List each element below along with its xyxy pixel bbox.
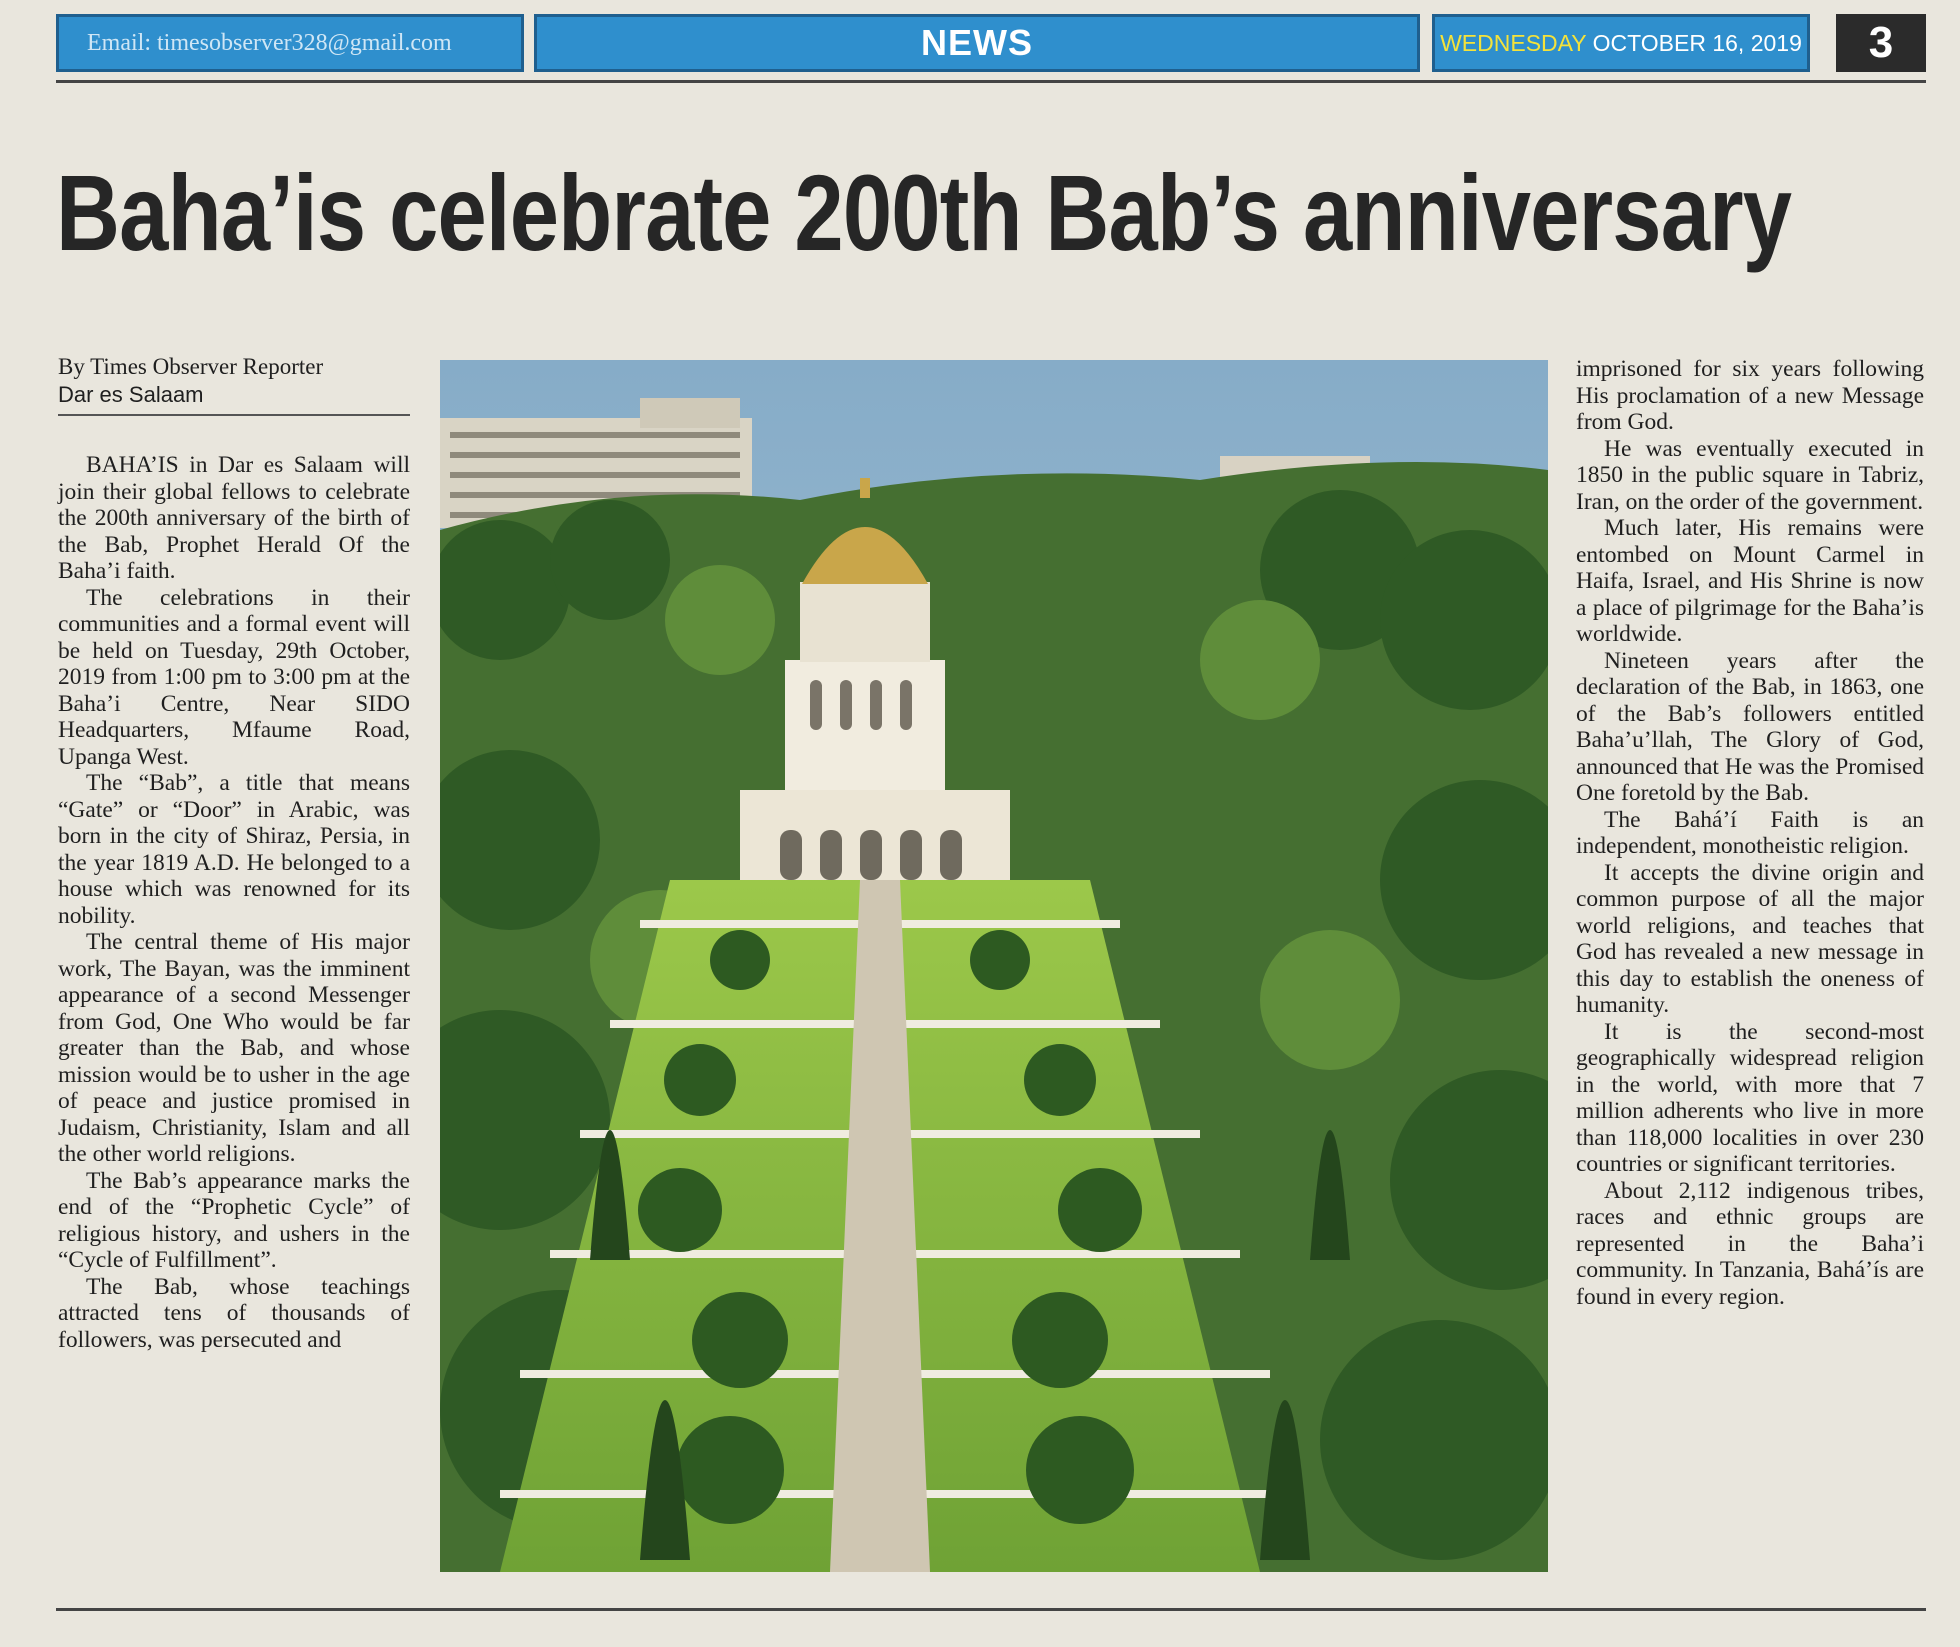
- date-day: WEDNESDAY: [1440, 29, 1587, 56]
- paragraph: It is the second-most geographically widespread religion in the world, with more that 7 million adherents who live in more than 118,000 localities in over 230 countries or significant territories.: [1576, 1018, 1924, 1177]
- paragraph: The Bahá’í Faith is an independent, monotheistic religion.: [1576, 806, 1924, 859]
- paragraph: BAHA’IS in Dar es Salaam will join their global fellows to celebrate the 200th anniversary of the birth of the Bab, Prophet Herald Of the Baha’i faith.: [58, 452, 410, 584]
- article-column-right: [1576, 356, 1924, 1310]
- paragraph: The celebrations in their communities and a formal event will be held on Tuesday, 29th October, 2019 from 1:00 pm to 3:00 pm at the Baha’i Centre, Near SIDO Headquarters, Mfaume Road, Upanga West.: [58, 584, 410, 770]
- section-label: NEWS: [921, 22, 1033, 63]
- header-section-bar: [534, 14, 1420, 72]
- byline-author: By Times Observer Reporter: [58, 354, 324, 379]
- shrine-gardens-illustration: [440, 360, 1548, 1572]
- byline-divider: [58, 414, 410, 416]
- bottom-divider: [56, 1608, 1926, 1611]
- paragraph: He was eventually executed in 1850 in the public square in Tabriz, Iran, on the order of the government.: [1576, 435, 1924, 515]
- paragraph: The Bab, whose teachings attracted tens of thousands of followers, was persecuted and: [58, 1273, 410, 1353]
- paragraph: imprisoned for six years following His proclamation of a new Message from God.: [1576, 356, 1924, 435]
- header-email[interactable]: Email: timesobserver328@gmail.com: [87, 29, 452, 56]
- article-column-left: [58, 452, 410, 1353]
- paragraph: The “Bab”, a title that means “Gate” or “Door” in Arabic, was born in the city of Shiraz, Persia, in the year 1819 A.D. He belonged to a house which was renowned for its nobility.: [58, 770, 410, 929]
- byline-location: Dar es Salaam: [58, 382, 204, 407]
- top-divider: [56, 80, 1926, 83]
- paragraph: The central theme of His major work, The Bayan, was the imminent appearance of a second Messenger from God, One Who would be far greater than the Bab, and whose mission would be to usher in the age of peace and justice promised in Judaism, Christianity, Islam and all the other world religions.: [58, 929, 410, 1167]
- paragraph: About 2,112 indigenous tribes, races and ethnic groups are represented in the Baha’i community. In Tanzania, Bahá’ís are found in every region.: [1576, 1177, 1924, 1310]
- paragraph: The Bab’s appearance marks the end of the “Prophetic Cycle” of religious history, and ushers in the “Cycle of Fulfillment”.: [58, 1167, 410, 1273]
- date-rest: OCTOBER 16, 2019: [1592, 29, 1802, 56]
- header-email-bar: [56, 14, 524, 72]
- paragraph: Much later, His remains were entombed on Mount Carmel in Haifa, Israel, and His Shrine is now a place of pilgrimage for the Baha’is worldwide.: [1576, 515, 1924, 647]
- paragraph: It accepts the divine origin and common purpose of all the major world religions, and teaches that God has revealed a new message in this day to establish the oneness of humanity.: [1576, 859, 1924, 1018]
- byline: [58, 352, 410, 409]
- article-photo: [440, 360, 1548, 1572]
- headline: Baha’is celebrate 200th Bab’s anniversary: [56, 152, 1792, 273]
- paragraph: Nineteen years after the declaration of the Bab, in 1863, one of the Bab’s followers entitled Baha’u’llah, The Glory of God, announced that He was the Promised One foretold by the Bab.: [1576, 647, 1924, 806]
- header-date-bar: [1432, 14, 1810, 72]
- page-number: 3: [1836, 14, 1926, 72]
